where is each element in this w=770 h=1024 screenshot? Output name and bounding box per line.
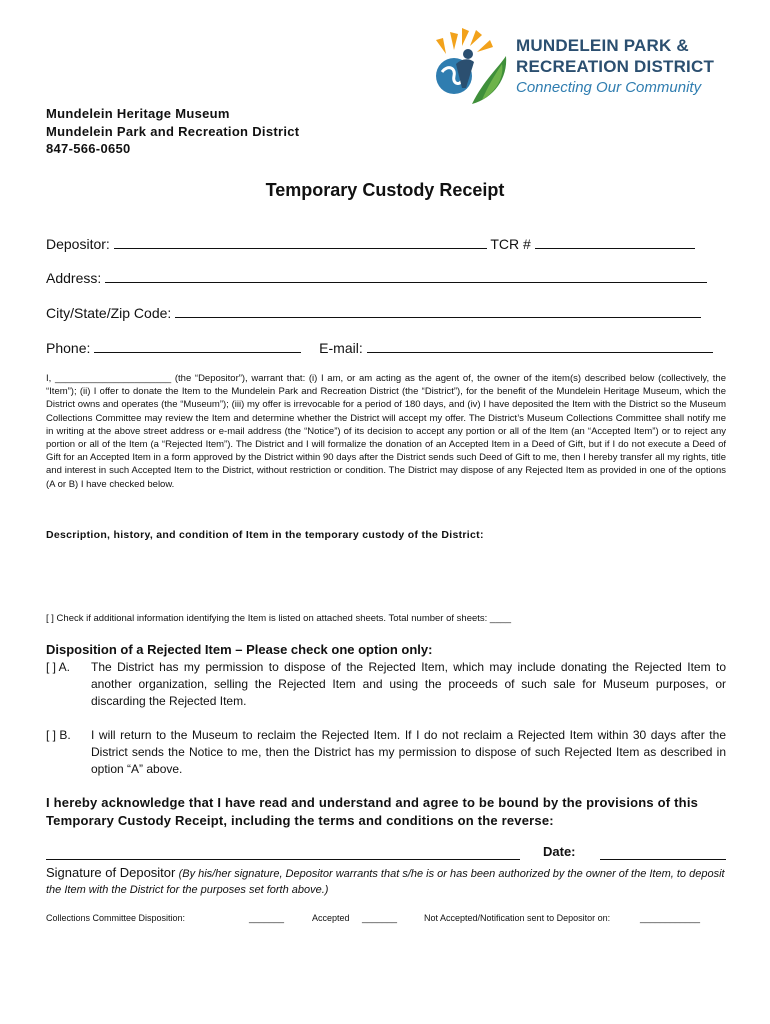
signature-label: Signature of Depositor [46, 865, 176, 880]
disposition-heading: Disposition of a Rejected Item – Please check one option only: [46, 642, 433, 657]
phone-label: Phone: [46, 340, 91, 356]
description-area[interactable] [46, 548, 726, 606]
date-line[interactable] [600, 859, 726, 860]
option-b-checkbox[interactable]: [ ] B. [46, 728, 71, 742]
signature-warranty-note: (By his/her signature, Depositor warrants that s/he is or has been authorized by the owner of the Item, to deposit the Item with the District for the purposes set forth above.) [46, 868, 725, 896]
signature-note [46, 865, 726, 898]
acknowledgement-text: I hereby acknowledge that I have read and understand and agree to be bound by the provisions of this Temporary Custody Receipt, including the terms and conditions on the reverse: [46, 795, 699, 828]
signature-line[interactable] [46, 859, 520, 860]
city-label: City/State/Zip Code: [46, 305, 172, 321]
date-label: Date: [543, 844, 576, 859]
depositor-label: Depositor: [46, 236, 110, 252]
address-field[interactable] [105, 270, 707, 283]
email-label: E-mail: [319, 340, 363, 356]
district-logo [432, 28, 512, 106]
phone-row [46, 340, 713, 356]
city-field[interactable] [175, 305, 701, 318]
district-logo-icon [432, 28, 512, 106]
email-field[interactable] [367, 340, 713, 353]
accepted-blank[interactable]: _______ [249, 913, 285, 923]
committee-label: Collections Committee Disposition: [46, 913, 186, 923]
tcr-label: TCR # [490, 236, 531, 252]
not-accepted-blank[interactable]: _______ [362, 913, 398, 923]
org-name-district: Mundelein Park and Recreation District [46, 124, 300, 139]
city-row [46, 305, 701, 321]
page-title: Temporary Custody Receipt [265, 180, 505, 200]
option-a-checkbox[interactable]: [ ] A. [46, 660, 71, 674]
address-label: Address: [46, 270, 102, 286]
accepted-label: Accepted [312, 913, 350, 923]
description-heading: Description, history, and condition of Item in the temporary custody of the District: [46, 529, 484, 541]
logo-tagline: Connecting Our Community [516, 79, 702, 96]
option-b [46, 727, 726, 778]
option-a-text: The District has my permission to dispose of the Rejected Item, which may include donating the Rejected Item to another organization, selling the Rejected Item and using the proceeds of such sale for Museum purposes, or discarding the Rejected Item. [91, 660, 726, 708]
warranty-paragraph: I, ______________________ (the “Depositor”), warrant that: (i) I am, or am acting as the agent of, the owner of the item(s) described below (collectively, the “Item”); (ii) I offer to donate the Item to the Mundelein Park and Recreation District (the “District”), for the benefit of the Mundelein Heritage Museum, which the District owns and operates (the “Museum”); (iii) my offer is irrevocable for a period of 180 days, and (iv) I have deposited the Item with the District so the Museum Collections Committee may review the Item and determine whether the District will accept my offer. The District’s Museum Collections Committee shall notify me in writing at the above street address or e-mail address (the “Notice”) of its decision to accept any portion or all of the Item (an “Accepted Item”) or to reject any portion or all of the Item (a “Rejected Item”). The District and I will formalize the donation of an Accepted Item in a Deed of Gift, but if I do not execute a Deed of Gift for an Accepted Item in a form approved by the District within 90 days after the District sends such Deed of Gift to me, then I hereby transfer all my rights, title and interest in such Accepted Item to the District, without restriction or condition. The District may dispose of any Rejected Item as provided in one of the options (A or B) I have checked below. [46, 373, 726, 490]
notification-date-blank[interactable]: ____________ [640, 913, 701, 923]
depositor-field[interactable] [114, 236, 487, 249]
logo-line-1: MUNDELEIN PARK & [516, 36, 689, 55]
org-phone: 847-566-0650 [46, 141, 131, 156]
org-name-museum: Mundelein Heritage Museum [46, 106, 230, 121]
not-accepted-label: Not Accepted/Notification sent to Depositor on: [424, 913, 611, 923]
additional-sheets-checkbox[interactable]: [ ] Check if additional information identifying the Item is listed on attached sheets. Total number of sheets: ____ [46, 613, 512, 624]
tcr-field[interactable] [535, 236, 695, 249]
depositor-row [46, 236, 695, 252]
address-row [46, 270, 707, 286]
logo-line-2: RECREATION DISTRICT [516, 57, 715, 76]
phone-field[interactable] [94, 340, 301, 353]
option-a [46, 659, 726, 710]
option-b-text: I will return to the Museum to reclaim the Rejected Item. If I do not reclaim a Rejected Item within 30 days after the District sends the Notice to me, then the District has my permission to dispose of such Rejected Item as described in option “A” above. [91, 728, 726, 776]
